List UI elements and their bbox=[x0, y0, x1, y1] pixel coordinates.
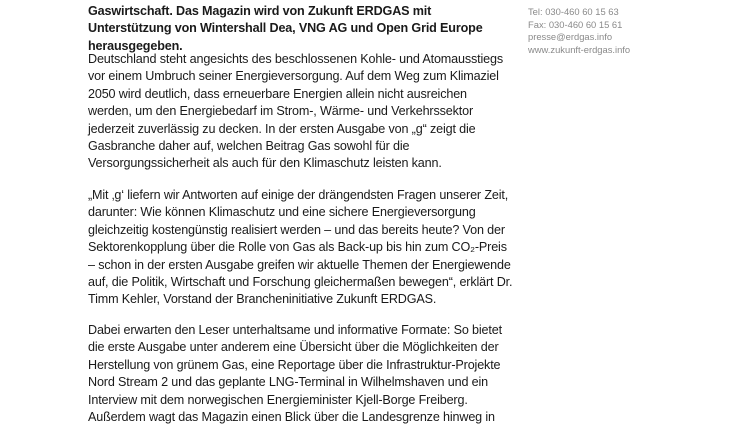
contact-sidebar bbox=[528, 6, 738, 56]
paragraph-3: Dabei erwarten den Leser unterhaltsame und informative Formate: So bietet die erste Ausgabe unter anderem eine Übersicht über die Möglichkeiten der Herstellung von grünem Gas, eine Reportage über die Infrastruktur-Projekte Nord Stream 2 und das geplante LNG-Terminal in Wilhelmshaven und ein Interview mit dem norwegischen Energieminister Kjell-Borge Freiberg. Außerdem wagt das Magazin einen Blick über die Landesgrenze hinweg in bbox=[88, 323, 502, 425]
contact-email-link[interactable]: presse@erdgas.info bbox=[528, 31, 613, 43]
lead-paragraph: Gaswirtschaft. Das Magazin wird von Zukunft ERDGAS mit Unterstützung von Wintershall Dea, VNG AG und Open Grid Europe herausgegeben. bbox=[88, 4, 483, 53]
contact-tel: Tel: 030-460 60 15 63 bbox=[528, 6, 619, 17]
contact-fax: Fax: 030-460 60 15 61 bbox=[528, 18, 623, 30]
paragraph-2: „Mit ‚g‘ liefern wir Antworten auf einige der drängendsten Fragen unserer Zeit, darunter: Wie können Klimaschutz und eine sichere Energieversorgung gleichzeitig kostengünstig realisiert werden – und das bereits heute? Von der Sektorenkopplung über die Rolle von Gas als Back-up bis hin zum CO₂-Preis – schon in der ersten Ausgabe greifen wir aktuelle Themen der Energiewende auf, die Politik, Wirtschaft und Forschung gleichermaßen bewegen“, erklärt Dr. Timm Kehler, Vorstand der Brancheninitiative Zukunft ERDGAS. bbox=[88, 188, 513, 307]
paragraph-1: Deutschland steht angesichts des beschlossenen Kohle- und Atomausstiegs vor einem Umbruch seiner Energieversorgung. Auf dem Weg zum Klimaziel 2050 wird deutlich, dass erneuerbare Energien allein nicht ausreichen werden, um den Energiebedarf im Strom-, Wärme- und Verkehrssektor jederzeit zuverlässig zu decken. In der ersten Ausgabe von „g“ zeigt die Gasbranche daher auf, welchen Beitrag Gas sowohl für die Versorgungssicherheit als auch für den Klimaschutz leisten kann. bbox=[88, 52, 504, 171]
contact-website-link[interactable]: www.zukunft-erdgas.info bbox=[528, 43, 631, 55]
